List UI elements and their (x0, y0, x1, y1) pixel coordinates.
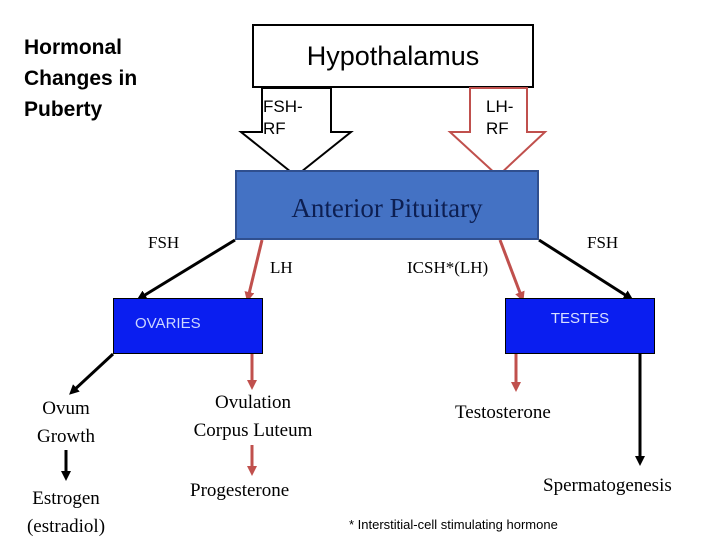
fsh-rf-label (263, 96, 303, 140)
ovaries-box (113, 298, 263, 354)
ovum-growth-line1: Ovum (42, 398, 90, 419)
estrogen-label (4, 485, 128, 541)
ovulation-line2: Corpus Luteum (193, 420, 313, 441)
lh-rf-line1: LH- (486, 97, 514, 116)
ovulation-line1: Ovulation (215, 392, 291, 413)
ovaries-label: OVARIES (135, 315, 201, 332)
hypothalamus-label: Hypothalamus (306, 40, 480, 71)
ovum-growth-label (14, 395, 118, 451)
footnote: * Interstitial-cell stimulating hormone (349, 517, 558, 532)
progesterone-label: Progesterone (190, 480, 290, 501)
lh-rf-line2: RF (486, 119, 509, 138)
spermatogenesis-label: Spermatogenesis (543, 475, 672, 496)
icsh-arrow (500, 240, 522, 298)
icsh-label: ICSH*(LH) (407, 258, 489, 277)
fsh-rf-line1: FSH- (263, 97, 303, 116)
ovaries-to-ovum-arrow (72, 354, 113, 392)
lh-arrow (248, 240, 262, 298)
estrogen-line1: Estrogen (32, 488, 100, 509)
fsh-left-label: FSH (148, 233, 180, 252)
anterior-pituitary-label: Anterior Pituitary (291, 193, 483, 223)
lh-rf-label (486, 96, 513, 140)
testes-label: TESTES (550, 310, 610, 327)
diagram-title: Hormonal Changes in Puberty (24, 36, 138, 121)
estrogen-line2: (estradiol) (26, 516, 106, 537)
ovum-growth-line2: Growth (36, 426, 96, 447)
ovulation-label (168, 389, 338, 445)
testes-box (505, 298, 655, 354)
lh-label: LH (270, 258, 293, 277)
fsh-right-label: FSH (587, 233, 619, 252)
testosterone-label: Testosterone (455, 402, 551, 423)
fsh-rf-line2: RF (263, 119, 286, 138)
anterior-pituitary-box (235, 170, 539, 240)
